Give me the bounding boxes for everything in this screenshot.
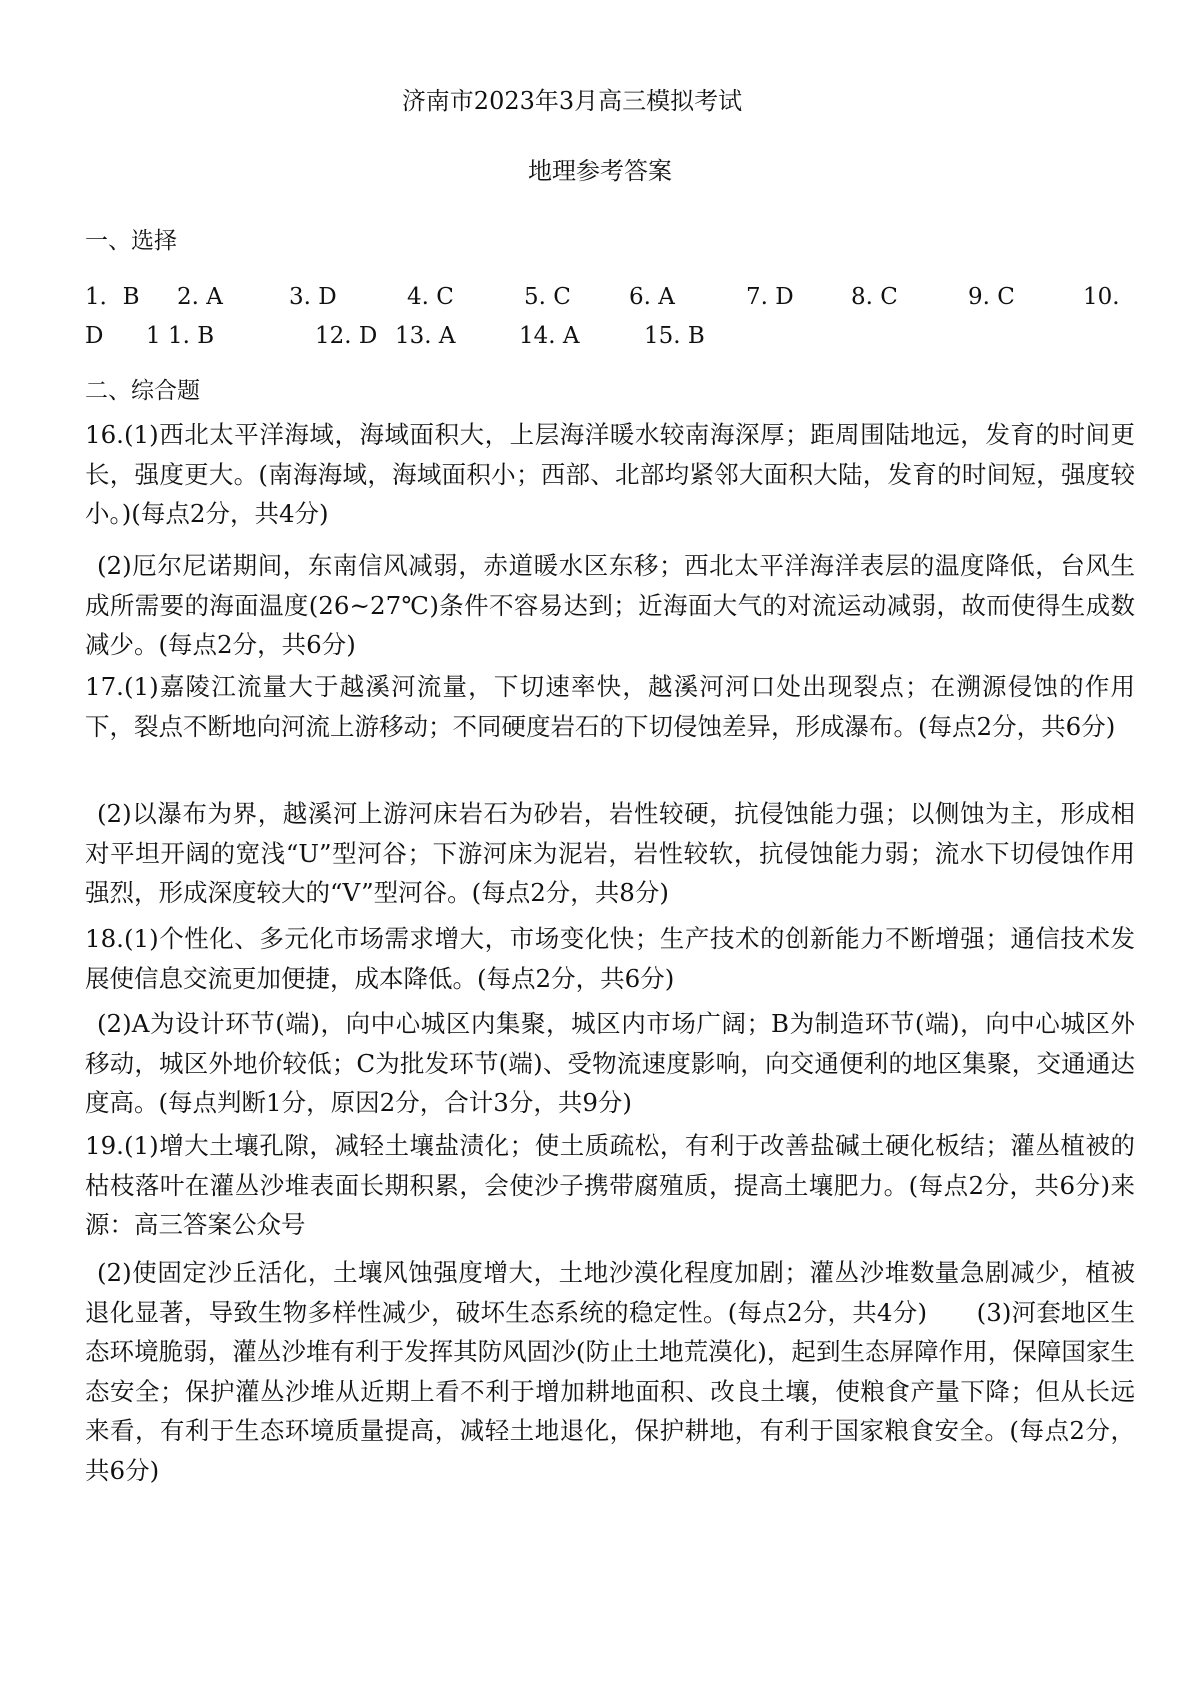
choice-answer: 3. D xyxy=(289,284,337,310)
section-heading-comprehensive: 二、综合题 xyxy=(85,378,200,404)
choice-answer: 14. A xyxy=(519,323,580,349)
answer-17-2: (2)以瀑布为界，越溪河上游河床岩石为砂岩，岩性较硬，抗侵蚀能力强；以侧蚀为主，形成相对平坦开阔的宽浅“U”型河谷；下游河床为泥岩，岩性较软，抗侵蚀能力弱；流水下切侵蚀作用强烈，形成深度较大的“V”型河谷。(每点2分，共8分) xyxy=(85,799,1135,907)
choice-answer: 5. C xyxy=(524,284,571,310)
answer-18-1: 18.(1)个性化、多元化市场需求增大，市场变化快；生产技术的创新能力不断增强；通信技术发展使信息交流更加便捷，成本降低。(每点2分，共6分) xyxy=(85,924,1135,993)
answer-19-2-3: (2)使固定沙丘活化，土壤风蚀强度增大，土地沙漠化程度加剧；灌丛沙堆数量急剧减少，植被退化显著，导致生物多样性减少，破坏生态系统的稳定性。(每点2分，共4分) (3)河套地区生态环境脆弱，灌丛沙堆有利于发挥其防风固沙(防止土地荒漠化)，起到生态屏障作用，保障国家生态安全；保护灌丛沙堆从近期上看不利于增加耕地面积、改良土壤，使粮食产量下降；但从长远来看，有利于生态环境质量提高，减轻土地退化，保护耕地，有利于国家粮食安全。(每点2分，共6分) xyxy=(85,1258,1135,1485)
choice-answer: 10. xyxy=(1083,284,1120,310)
choice-answer: 15. B xyxy=(644,323,705,349)
answer-16-2: (2)厄尔尼诺期间，东南信风减弱，赤道暖水区东移；西北太平洋海洋表层的温度降低，台风生成所需要的海面温度(26~27℃)条件不容易达到；近海面大气的对流运动减弱，故而使得生成数减少。(每点2分，共6分) xyxy=(85,551,1135,659)
choice-answer: 9. C xyxy=(968,284,1015,310)
exam-title: 济南市2023年3月高三模拟考试 xyxy=(401,87,743,115)
answer-18-2: (2)A为设计环节(端)，向中心城区内集聚，城区内市场广阔；B为制造环节(端)，向中心城区外移动，城区外地价较低；C为批发环节(端)、受物流速度影响，向交通便利的地区集聚，交通通达度高。(每点判断1分，原因2分，合计3分，共9分) xyxy=(85,1009,1135,1117)
choice-answer: 1 1. B xyxy=(146,323,215,349)
document-subtitle: 地理参考答案 xyxy=(528,157,672,185)
choice-answer: 6. A xyxy=(629,284,675,310)
choice-answer: D xyxy=(85,323,104,349)
choice-answer: 2. A xyxy=(177,284,223,310)
answer-19-1: 19.(1)增大土壤孔隙，减轻土壤盐渍化；使土质疏松，有利于改善盐碱土硬化板结；灌丛植被的枯枝落叶在灌丛沙堆表面长期积累，会使沙子携带腐殖质，提高土壤肥力。(每点2分，共6分)来源：高三答案公众号 xyxy=(85,1131,1135,1239)
answer-17-1: 17.(1)嘉陵江流量大于越溪河流量，下切速率快，越溪河河口处出现裂点；在溯源侵蚀的作用下，裂点不断地向河流上游移动；不同硬度岩石的下切侵蚀差异，形成瀑布。(每点2分，共6分) xyxy=(85,672,1135,741)
choice-answers-row-2 xyxy=(85,321,1135,351)
choice-answer: 12. D xyxy=(315,323,378,349)
choice-answer: 4. C xyxy=(407,284,454,310)
choice-answers-row-1 xyxy=(85,282,1135,312)
answer-16-1: 16.(1)西北太平洋海域，海域面积大，上层海洋暖水较南海深厚；距周围陆地远，发育的时间更长，强度更大。(南海海域，海域面积小；西部、北部均紧邻大面积大陆，发育的时间短，强度较小。)(每点2分，共4分) xyxy=(85,420,1135,528)
choice-answer: 8. C xyxy=(851,284,898,310)
choice-answer: 7. D xyxy=(746,284,794,310)
choice-answer: 1．B xyxy=(85,284,140,310)
section-heading-choice: 一、选择 xyxy=(85,228,177,254)
choice-answer: 13. A xyxy=(395,323,456,349)
